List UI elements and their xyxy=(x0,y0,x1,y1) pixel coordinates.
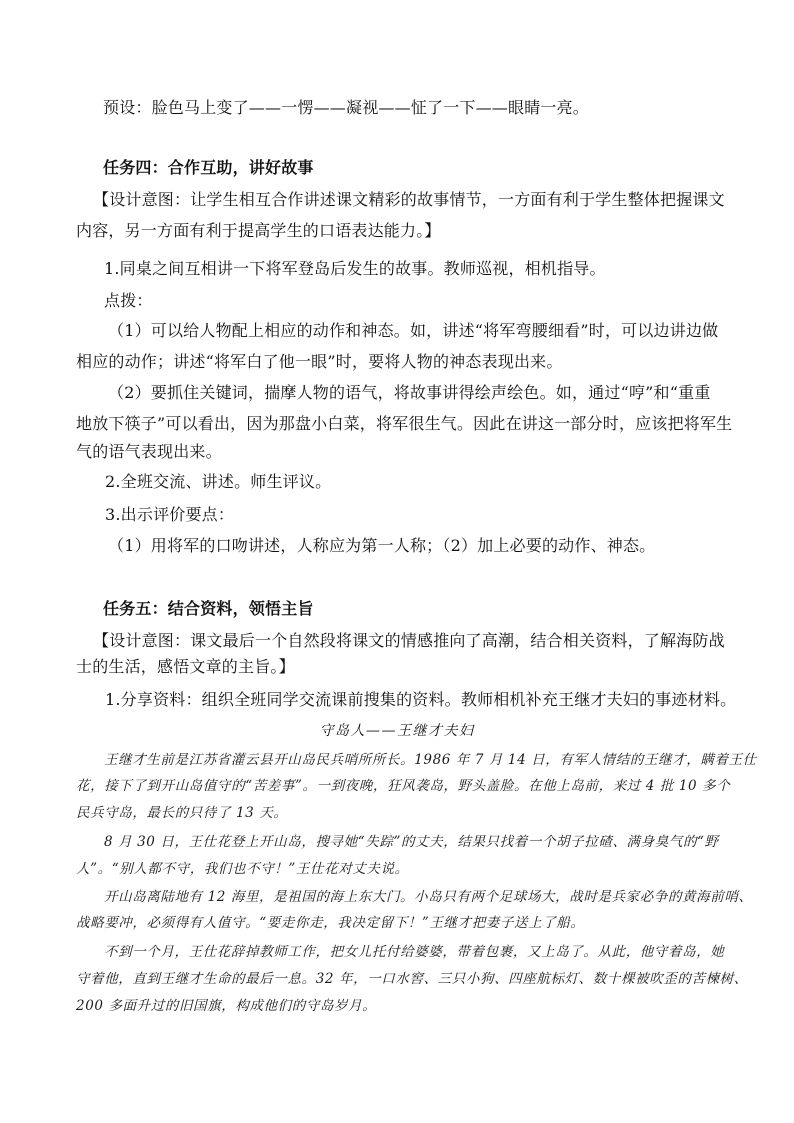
task4-step1: 1.同桌之间互相讲一下将军登岛后发生的故事。教师巡视，相机指导。 xyxy=(104,259,606,278)
story-p4-line3: 200 多面升过的旧国旗，构成他们的守岛岁月。 xyxy=(76,998,377,1014)
preset-line: 预设：脸色马上变了——一愣——凝视——怔了一下——眼睛一亮。 xyxy=(103,98,590,117)
task4-heading: 任务四：合作互助，讲好故事 xyxy=(103,158,314,177)
hint2-line1: （2）要抓住关键词，揣摩人物的语气，将故事讲得绘声绘色。如，通过“哼”和“重重 xyxy=(108,383,711,402)
story-p2-line2: 人”。“别人都不守，我们也不守！”王仕花对丈夫说。 xyxy=(76,861,409,877)
story-p3-line1: 开山岛离陆地有 12 海里，是祖国的海上东大门。小岛只有两个足球场大，战时是兵家必争的黄海前哨、 xyxy=(104,889,753,905)
story-p4-line2: 守着他，直到王继才生命的最后一息。32 年，一口水窖、三只小狗、四座航标灯、数十棵被吹歪的苦楝树、 xyxy=(76,971,748,987)
hint-label: 点拨： xyxy=(104,291,153,310)
hint1-line1: （1）可以给人物配上相应的动作和神态。如，讲述“将军弯腰细看”时，可以边讲边做 xyxy=(108,321,719,340)
task5-intent-line2: 士的生活，感悟文章的主旨。】 xyxy=(76,657,295,676)
hint2-line2: 地放下筷子”可以看出，因为那盘小白菜，将军很生气。因此在讲这一部分时，应该把将军生 xyxy=(76,414,733,433)
task4-intent-line2: 内容，另一方面有利于提高学生的口语表达能力。】 xyxy=(76,221,441,240)
task4-intent-line1: 【设计意图：让学生相互合作讲述课文精彩的故事情节，一方面有利于学生整体把握课文 xyxy=(93,190,725,209)
hint2-line3: 气的语气表现出来。 xyxy=(76,442,222,461)
task4-step3: 3.出示评价要点： xyxy=(105,505,235,524)
story-p2-line1: 8 月 30 日，王仕花登上开山岛，搜寻她“失踪”的丈夫，结果只找着一个胡子拉碴、满身臭气的“野 xyxy=(104,834,719,850)
hint1-line2: 相应的动作；讲述“将军白了他一眼”时，要将人物的神态表现出来。 xyxy=(76,352,563,371)
task5-heading: 任务五：结合资料，领悟主旨 xyxy=(103,599,314,618)
task5-step1: 1.分享资料：组织全班同学交流课前搜集的资料。教师相机补充王继才夫妇的事迹材料。 xyxy=(105,690,737,709)
story-title: 守岛人——王继才夫妇 xyxy=(319,723,475,739)
story-p4-line1: 不到一个月，王仕花辞掉教师工作，把女儿托付给婆婆，带着包裹，又上岛了。从此，他守着岛，她 xyxy=(104,944,725,960)
story-p1-line1: 王继才生前是江苏省灌云县开山岛民兵哨所所长。1986 年 7 月 14 日，有军人情结的王继才，瞒着王仕 xyxy=(104,752,757,768)
story-p1-line2: 花，接下了到开山岛值守的“苦差事”。一到夜晚，狂风袭岛，野头盖脸。在他上岛前，来过 4 批 10 多个 xyxy=(76,778,731,794)
task4-step2: 2.全班交流、讲述。师生评议。 xyxy=(105,472,332,491)
story-p1-line3: 民兵守岛，最长的只待了 13 天。 xyxy=(76,805,288,821)
story-p3-line2: 战略要冲，必须得有人值守。“要走你走，我决定留下！”王继才把妻子送上了船。 xyxy=(76,915,585,931)
task5-intent-line1: 【设计意图：课文最后一个自然段将课文的情感推向了高潮，结合相关资料，了解海防战 xyxy=(93,631,725,650)
task4-criteria: （1）用将军的口吻讲述，人称应为第一人称；（2）加上必要的动作、神态。 xyxy=(108,536,656,555)
